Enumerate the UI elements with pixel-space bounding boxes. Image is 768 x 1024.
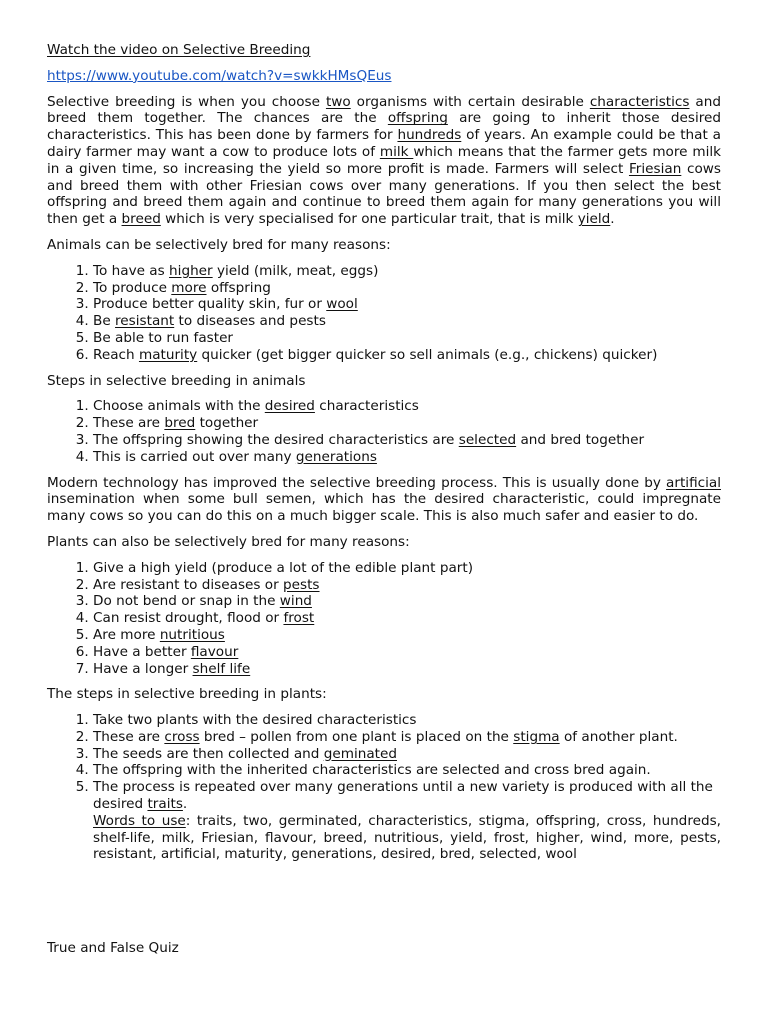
underlined-term: frost [283,610,315,627]
underlined-term: wind [279,593,312,610]
text-run: to diseases and pests [174,313,326,330]
text-run: Selective breeding is when you choose [47,93,326,110]
underlined-term: characteristics [589,93,690,110]
animals-steps-heading: Steps in selective breeding in animals [47,372,306,389]
text-run: Choose animals with the [93,398,265,415]
document-title: Watch the video on Selective Breeding [47,42,311,58]
text-run: Give a high yield (produce a lot of the edible plant part) [93,559,473,576]
list-item [93,762,721,779]
text-run: Produce better quality skin, fur or [93,296,327,313]
animals-steps-list [47,398,721,465]
text-run: Be able to run faster [93,329,234,346]
plants-reasons-list [47,560,721,678]
underlined-term: yield [577,211,611,228]
text-run: insemination when some bull semen, which has the desired characteristic, could impregnate many cows so you can do this on a much bigger scale. This is also much safer and easier to do. [47,491,721,525]
text-run: which means that the farmer gets more milk in a given time, so increasing the yield so more profit is made. Farmers will select [47,143,721,177]
text-run: and bred together [516,431,645,448]
intro-paragraph [47,94,721,228]
underlined-term: Friesian [628,160,682,177]
list-item [93,610,721,627]
text-run: organisms with certain desirable [350,93,590,110]
underlined-term: selected [458,431,517,448]
list-item [93,593,721,610]
list-item [93,398,721,415]
text-run: characteristics [314,398,419,415]
underlined-term: hundreds [397,127,462,144]
text-run: . [610,211,615,228]
text-run: Do not bend or snap in the [93,593,280,610]
text-run: Be [93,313,116,330]
text-run: To produce [93,279,172,296]
plants-reasons-heading: Plants can also be selectively bred for many reasons: [47,533,410,550]
list-item [93,644,721,661]
words-to-use-list: : traits, two, germinated, characteristics, stigma, offspring, cross, hundreds, shelf-life, milk, Friesian, flavour, breed, nutritious, yield, frost, higher, wind, more, pests, resistant, artificial, maturity, generations, desired, bred, selected, wool [93,812,722,863]
underlined-term: two [325,93,351,110]
underlined-term: traits [147,796,183,813]
list-item [93,577,721,594]
text-run: offspring [206,279,271,296]
document-page [47,42,722,956]
underlined-term: shelf life [192,660,251,677]
text-run: Modern technology has improved the selective breeding process. This is usually done by [47,474,667,491]
list-item [93,313,721,330]
text-run: The offspring showing the desired characteristics are [93,431,459,448]
list-item [93,296,721,313]
list-item [93,779,721,813]
words-to-use [93,813,721,863]
underlined-term: pests [283,576,320,593]
list-item [93,712,721,729]
animals-reasons-heading: Animals can be selectively bred for many reasons: [47,236,391,253]
text-run: Take two plants with the desired characteristics [93,712,417,729]
underlined-term: milk [379,143,414,160]
underlined-term: breed [121,211,161,228]
underlined-term: geminated [323,745,397,762]
underlined-term: wool [326,296,358,313]
text-run: . [182,796,188,813]
list-item [93,560,721,577]
plants-steps-list [47,712,721,813]
text-run: of years. An example could be that a dairy farmer may want a cow to produce lots of [47,127,721,160]
underlined-term: nutritious [159,626,225,643]
technology-paragraph [47,475,721,525]
list-item [93,746,721,763]
underlined-term: offspring [387,110,448,127]
text-run: together [195,415,259,432]
underlined-term: desired [264,398,315,415]
quiz-heading: True and False Quiz [47,940,179,956]
text-run: To have as [93,262,170,279]
list-item [93,415,721,432]
underlined-term: generations [295,448,377,465]
plants-steps-heading: The steps in selective breeding in plants: [47,686,327,703]
text-run: Have a better [93,643,191,660]
text-run: Have a longer [93,660,193,677]
text-run: This is carried out over many [93,448,296,465]
underlined-term: higher [169,262,213,279]
words-to-use-label: Words to use [93,812,186,829]
text-run: The seeds are then collected and [93,745,324,762]
underlined-term: cross [164,728,200,745]
list-item [93,347,721,364]
list-item [93,330,721,347]
underlined-term: maturity [138,346,198,363]
text-run: cows and breed them with other Friesian cows over many generations. If you then select the best offspring and breed them again and continue to breed them again for many generations you will then get a [47,160,721,228]
underlined-term: flavour [190,643,239,660]
text-run: The process is repeated over many generations until a new variety is produced with all the desired [93,779,713,813]
text-run: The offspring with the inherited characteristics are selected and cross bred again. [93,762,651,779]
list-item [93,661,721,678]
text-run: These are [93,728,165,745]
text-run: Reach [93,346,139,363]
animals-reasons-list [47,263,721,364]
text-run: of another plant. [559,728,678,745]
underlined-term: stigma [513,728,560,745]
text-run: yield (milk, meat, eggs) [212,262,379,279]
list-item [93,280,721,297]
underlined-term: bred [164,415,196,432]
list-item [93,263,721,280]
text-run: Are resistant to diseases or [93,576,284,593]
text-run: Can resist drought, flood or [93,610,284,627]
text-run: These are [93,415,165,432]
text-run: and breed them together. The chances are the [47,93,721,127]
text-run: quicker (get bigger quicker so sell animals (e.g., chickens) quicker) [197,346,658,363]
list-item [93,449,721,466]
list-item [93,729,721,746]
text-run: bred – pollen from one plant is placed on the [199,728,514,745]
text-run: Are more [93,626,160,643]
underlined-term: resistant [115,313,175,330]
text-run: which is very specialised for one particular trait, that is milk [160,211,578,228]
text-run: are going to inherit those desired characteristics. This has been done by farmers for [47,110,721,144]
list-item [93,432,721,449]
underlined-term: more [171,279,207,296]
list-item [93,627,721,644]
video-link[interactable]: https://www.youtube.com/watch?v=swkkHMsQEus [47,67,392,84]
underlined-term: artificial [666,474,721,491]
